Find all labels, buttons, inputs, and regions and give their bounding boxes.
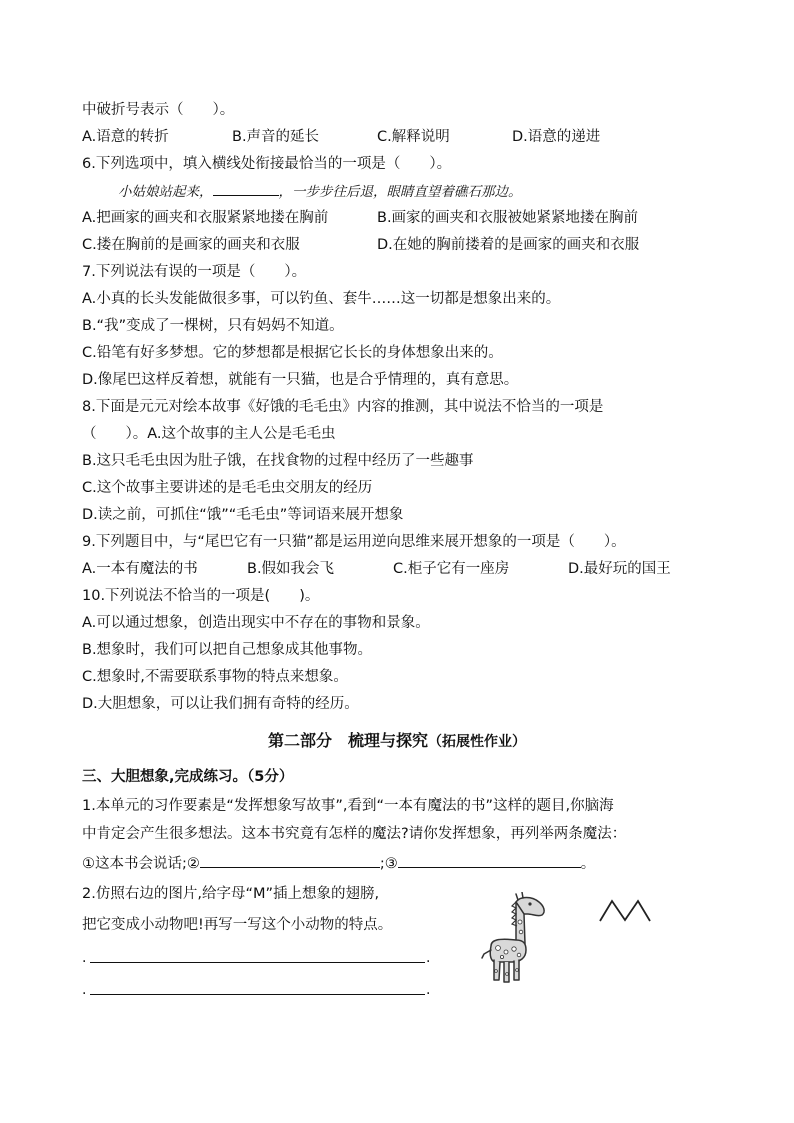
q8-option-c: C.这个故事主要讲述的是毛毛虫交朋友的经历 [82,480,373,496]
section3-q1-answers [82,853,595,874]
section3-q2-line2: 把它变成小动物吧!再写一写这个小动物的特点。 [82,917,393,933]
q5-option-b: B.声音的延长 [232,129,320,145]
q6-option-d: D.在她的胸前搂着的是画家的画夹和衣服 [377,237,640,253]
q5-option-a: A.语意的转折 [82,129,169,145]
letter-m-icon [598,898,652,924]
q10-option-b: B.想象时，我们可以把自己想象成其他事物。 [82,642,373,658]
q9-option-a: A.一本有魔法的书 [82,561,198,577]
q9-option-c: C.柜子它有一座房 [393,561,510,577]
q1-item1-text: ①这本书会说话;② [82,856,200,872]
answer-line-2-start-dot: . [82,982,87,998]
answer-line-2-end-dot: . [426,982,431,998]
answer-line-2[interactable] [90,994,425,995]
q9-stem: 9.下列题目中，与“尾巴它有一只猫”都是运用逆向思维来展开想象的一项是（ ）。 [82,534,626,550]
q7-stem: 7.下列说法有误的一项是（ ）。 [82,264,307,280]
q7-option-a: A.小真的长头发能做很多事，可以钓鱼、套牛……这一切都是想象出来的。 [82,291,561,307]
section3-q1-line2: 中肯定会产生很多想法。这本书究竟有怎样的魔法?请你发挥想象，再列举两条魔法： [82,826,627,842]
q6-option-b: B.画家的画夹和衣服被她紧紧地搂在胸前 [377,210,639,226]
q5-stem: 中破折号表示（ ）。 [82,102,235,118]
giraffe-icon [476,892,552,986]
q6-blank[interactable] [213,181,279,196]
section3-q2-line1: 2.仿照右边的图片,给字母“M”插上想象的翅膀, [82,886,380,902]
q1-end-text: 。 [580,856,596,872]
q10-option-d: D.大胆想象，可以让我们拥有奇特的经历。 [82,696,359,712]
q7-option-c: C.铅笔有好多梦想。它的梦想都是根据它长长的身体想象出来的。 [82,345,503,361]
part2-title [0,730,794,753]
q6-stem: 6.下列选项中，填入横线处衔接最恰当的一项是（ ）。 [82,156,452,172]
q8-stem: 8.下面是元元对绘本故事《好饿的毛毛虫》内容的推测，其中说法不恰当的一项是 [82,399,604,415]
q10-option-a: A.可以通过想象，创造出现实中不存在的事物和景象。 [82,615,430,631]
q10-stem: 10.下列说法不恰当的一项是( )。 [82,588,320,604]
q6-option-c: C.搂在胸前的是画家的画夹和衣服 [82,237,300,253]
answer-line-1-start-dot: . [82,950,87,966]
q6-sentence [118,181,522,202]
q6-sentence-post: ，一步步往后退，眼睛直望着礁石那边。 [278,184,522,200]
q7-option-b: B.“我”变成了一棵树，只有妈妈不知道。 [82,318,344,334]
q6-sentence-pre: 小姑娘站起来， [118,184,213,200]
q8-option-d: D.读之前，可抓住“饿”“毛毛虫”等词语来展开想象 [82,507,404,523]
q9-option-b: B.假如我会飞 [247,561,335,577]
section3-q1-line1: 1.本单元的习作要素是“发挥想象写故事”,看到“一本有魔法的书”这样的题目,你脑海 [82,798,614,814]
q8-option-b: B.这只毛毛虫因为肚子饿，在找食物的过程中经历了一些趣事 [82,453,474,469]
q8-stem-cont: （ ）。A.这个故事的主人公是毛毛虫 [82,426,336,442]
q1-answer-blank-3[interactable] [398,853,581,868]
q7-option-d: D.像尾巴这样反着想，就能有一只猫，也是合乎情理的，真有意思。 [82,372,519,388]
answer-line-1-end-dot: . [426,950,431,966]
part2-title-sub: （拓展性作业） [428,734,526,750]
answer-line-1[interactable] [90,962,425,963]
q6-option-a: A.把画家的画夹和衣服紧紧地搂在胸前 [82,210,329,226]
q1-answer-blank-2[interactable] [200,853,380,868]
part2-title-main: 第二部分 梳理与探究 [267,731,428,750]
q10-option-c: C.想象时,不需要联系事物的特点来想象。 [82,669,348,685]
q9-option-d: D.最好玩的国王 [568,561,671,577]
q1-item2-text: ;③ [379,856,398,872]
q5-option-d: D.语意的递进 [512,129,601,145]
section3-heading: 三、大胆想象,完成练习。（5分） [82,769,294,785]
q5-option-c: C.解释说明 [377,129,450,145]
